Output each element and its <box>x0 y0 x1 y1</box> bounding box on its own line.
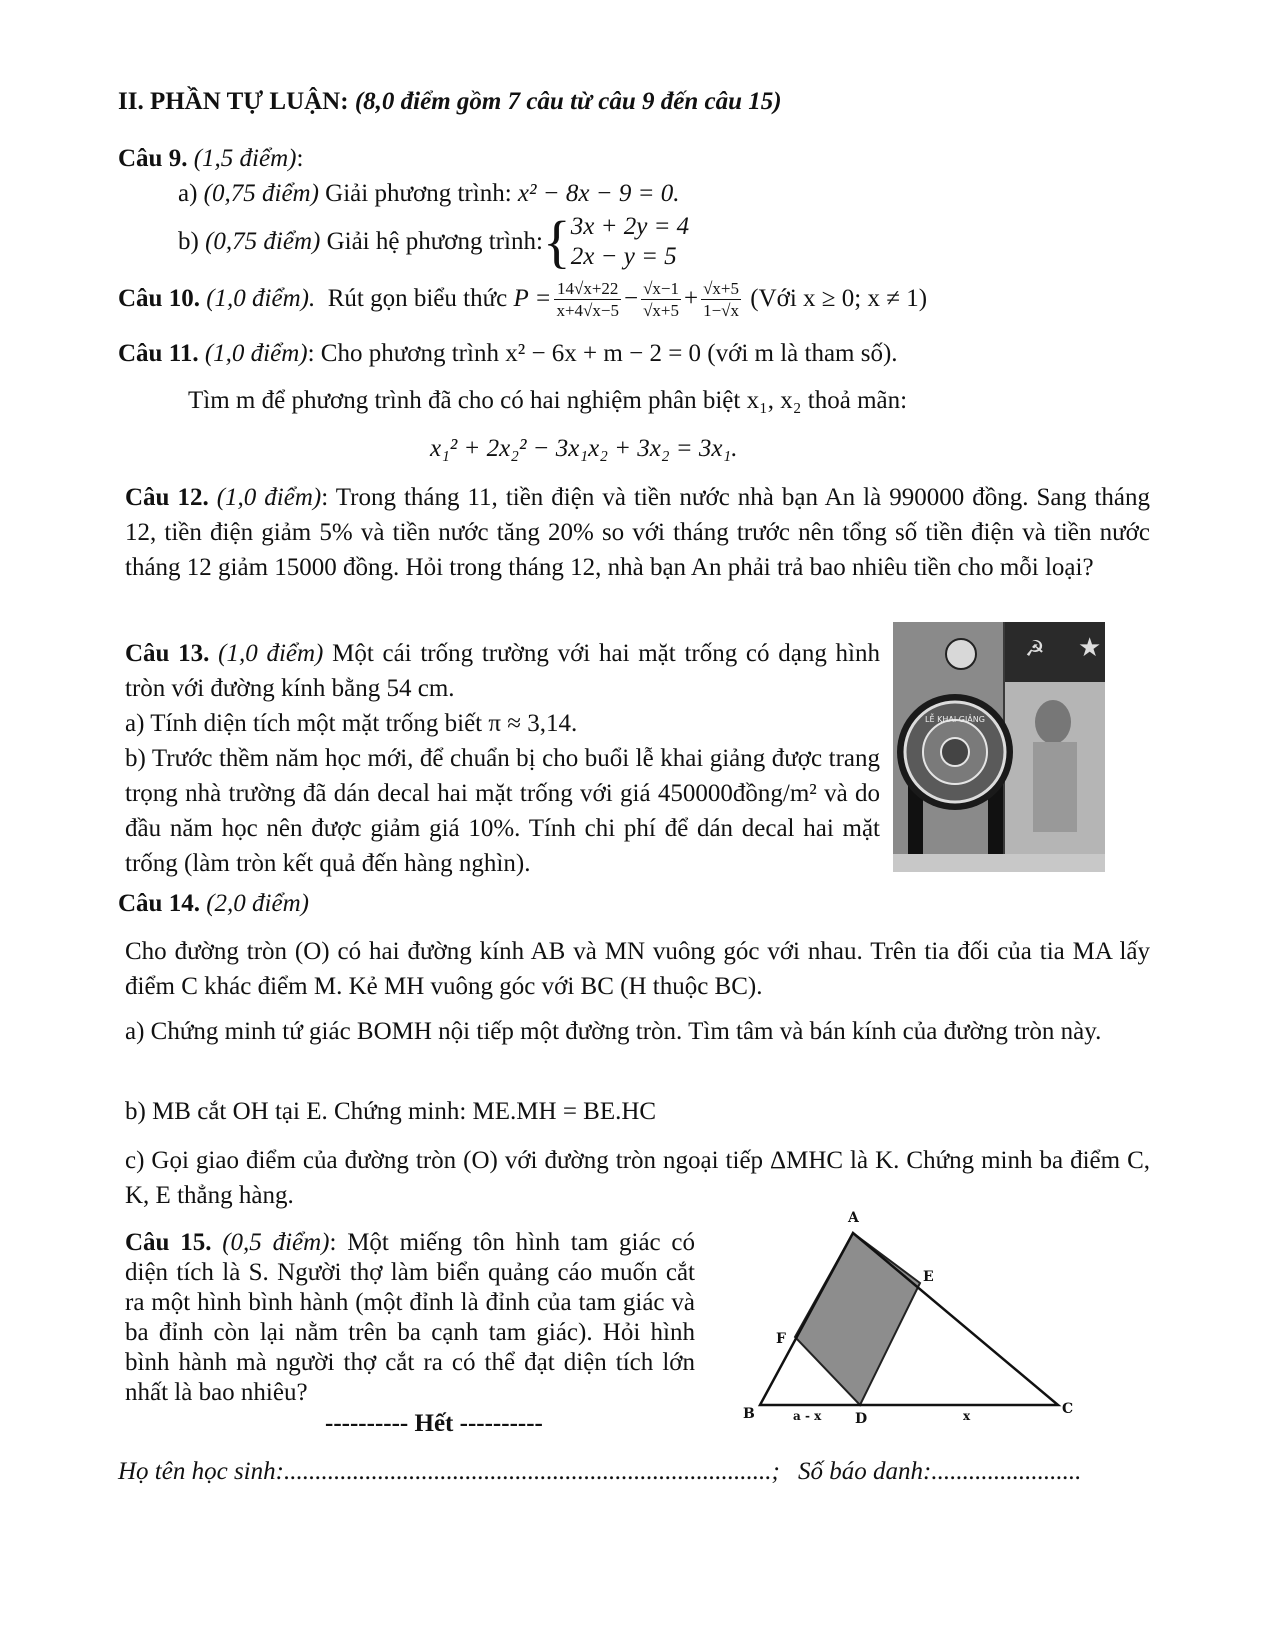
q11-line2: Tìm m để phương trình đã cho có hai nghiệm phân biệt x₁, x₂ thoả mãn: <box>188 387 908 414</box>
q14-label: Câu 14. <box>118 890 200 917</box>
q10-condition: (Với x ≥ 0; x ≠ 1) <box>750 285 928 312</box>
q10 <box>118 274 927 324</box>
q9-b-text: Giải hệ phương trình: <box>326 228 543 255</box>
q14-part-a: a) Chứng minh tứ giác BOMH nội tiếp một đường tròn. Tìm tâm và bán kính của đường tròn này. <box>125 1018 1102 1045</box>
parallelogram-shaded <box>795 1233 920 1405</box>
q11-label: Câu 11. <box>118 340 199 367</box>
svg-text:☭: ☭ <box>1025 637 1045 662</box>
student-name-dots: ..............................................................................; <box>283 1458 780 1485</box>
q9-b-points: (0,75 điểm) <box>205 228 321 255</box>
q12-label: Câu 12. <box>125 484 209 511</box>
segment-label-left: a - x <box>793 1409 822 1423</box>
q9-part-b <box>178 209 690 274</box>
f3-den: 1−√x <box>703 300 740 320</box>
q10-text: Rút gọn biểu thức <box>327 285 508 312</box>
q14-heading <box>118 890 309 918</box>
q9-b-prefix: b) <box>178 228 199 255</box>
q12-points: (1,0 điểm) <box>216 484 322 511</box>
q9-a-points: (0,75 điểm) <box>203 180 319 207</box>
drum-label: LỄ KHAI GIẢNG <box>925 715 985 724</box>
section-title-label: II. PHẦN TỰ LUẬN: <box>118 88 349 115</box>
q15 <box>125 1228 695 1408</box>
segment-label-right: x <box>963 1409 971 1423</box>
q9-a-prefix: a) <box>178 180 198 207</box>
drum-photo <box>893 622 1105 872</box>
q14-intro: Cho đường tròn (O) có hai đường kính AB và MN vuông góc với nhau. Trên tia đối của tia MA lấy điểm C khác điểm M. Kẻ MH vuông góc với BC (H thuộc BC). <box>125 938 1150 1000</box>
q14-part-b: b) MB cắt OH tại E. Chứng minh: ME.MH = BE.HC <box>125 1098 657 1125</box>
section-title <box>118 88 782 116</box>
q11-points: (1,0 điểm) <box>204 340 308 367</box>
triangle-figure-svg <box>738 1205 1083 1430</box>
q13-part-b: b) Trước thềm năm học mới, để chuẩn bị cho buổi lễ khai giảng được trang trọng nhà trường đã dán decal hai mặt trống với giá 450000đồng/m² và do đầu năm học nên được giảm giá 10%. Tính chi phí để dán decal hai mặt trống (làm tròn kết quả đến hàng nghìn). <box>125 745 880 877</box>
q9-system <box>571 212 689 272</box>
q9-points: (1,5 điểm) <box>193 145 297 172</box>
q11-formula: x₁² + 2x₂² − 3x₁x₂ + 3x₂ = 3x₁. <box>430 435 738 462</box>
student-name-label: Họ tên học sinh: <box>118 1458 284 1485</box>
q12-text: : Trong tháng 11, tiền điện và tiền nước nhà bạn An là 990000 đồng. Sang tháng 12, tiền điện giảm 5% và tiền nước tăng 20% so với tháng trước nên tổng số tiền điện và tiền nước tháng 12 giảm 15000 đồng. Hỏi trong tháng 12, nhà bạn An phải trả bao nhiêu tiền cho mỗi loại? <box>125 484 1151 581</box>
q9-eq2: 2x − y = 5 <box>570 243 677 270</box>
q10-op2: + <box>683 285 699 312</box>
f1-den: x+4√x−5 <box>556 300 619 320</box>
q9-colon: : <box>296 145 304 172</box>
vertex-b: B <box>743 1406 755 1422</box>
q15-text: : Một miếng tôn hình tam giác có diện tích là S. Người thợ làm biển quảng cáo muốn cắt ra một hình bình hành (một đỉnh là đỉnh của tam giác và ba đỉnh còn lại nằm trên ba cạnh tam giác). Hỏi hình bình hành mà người thợ cắt ra có thể đạt diện tích lớn nhất là bao nhiêu? <box>125 1229 696 1406</box>
q13 <box>125 636 880 881</box>
student-id-dots: ........................ <box>931 1458 1082 1485</box>
q11-line1 <box>118 340 898 368</box>
q14-part-c: c) Gọi giao điểm của đường tròn (O) với đường tròn ngoại tiếp ΔMHC là K. Chứng minh ba điểm C, K, E thẳng hàng. <box>125 1147 1150 1209</box>
fraction-3 <box>701 278 741 321</box>
q9-a-math: x² − 8x − 9 = 0. <box>517 180 680 207</box>
student-id-label: Số báo danh: <box>798 1458 932 1485</box>
footer <box>118 1458 1081 1486</box>
fraction-1 <box>554 278 621 321</box>
f1-num: 14√x+22 <box>554 278 621 300</box>
q9-heading <box>118 145 303 173</box>
f3-num: √x+5 <box>703 278 740 298</box>
q15-label: Câu 15. <box>125 1229 212 1256</box>
q9-part-a <box>178 180 679 208</box>
system-brace: { <box>542 209 571 274</box>
q15-points: (0,5 điểm) <box>222 1229 330 1256</box>
q9-a-text: Giải phương trình: <box>325 180 512 207</box>
f2-num: √x−1 <box>643 278 679 298</box>
q13-label: Câu 13. <box>125 640 210 667</box>
q9-eq1: 3x + 2y = 4 <box>570 213 690 240</box>
q14-points: (2,0 điểm) <box>206 890 309 917</box>
fraction-2 <box>641 278 681 321</box>
triangle-figure <box>738 1205 1083 1430</box>
drum-photo-svg <box>893 622 1105 872</box>
section-title-note: (8,0 điểm gồm 7 câu từ câu 9 đến câu 15) <box>354 88 782 115</box>
q13-part-a: a) Tính diện tích một mặt trống biết π ≈ 3,14. <box>125 710 578 737</box>
vertex-c: C <box>1062 1401 1074 1417</box>
point-f: F <box>776 1331 786 1347</box>
q10-label: Câu 10. <box>118 285 200 312</box>
vertex-a: A <box>848 1210 859 1226</box>
svg-text:★: ★ <box>1078 633 1102 663</box>
q10-p-lhs: P = <box>513 285 552 312</box>
q9-label: Câu 9. <box>118 145 188 172</box>
q12 <box>125 480 1150 585</box>
q10-op1: − <box>623 285 639 312</box>
q10-points: (1,0 điểm). <box>206 285 316 312</box>
q13-text: Một cái trống trường với hai mặt trống có dạng hình tròn với đường kính bằng 54 cm. <box>125 640 881 702</box>
point-e: E <box>923 1269 934 1285</box>
point-d: D <box>855 1411 868 1427</box>
q11-text: : Cho phương trình x² − 6x + m − 2 = 0 (với m là tham số). <box>307 340 898 367</box>
end-mark: ---------- Hết ---------- <box>325 1410 543 1437</box>
q13-points: (1,0 điểm) <box>218 640 324 667</box>
f2-den: √x+5 <box>643 300 679 320</box>
